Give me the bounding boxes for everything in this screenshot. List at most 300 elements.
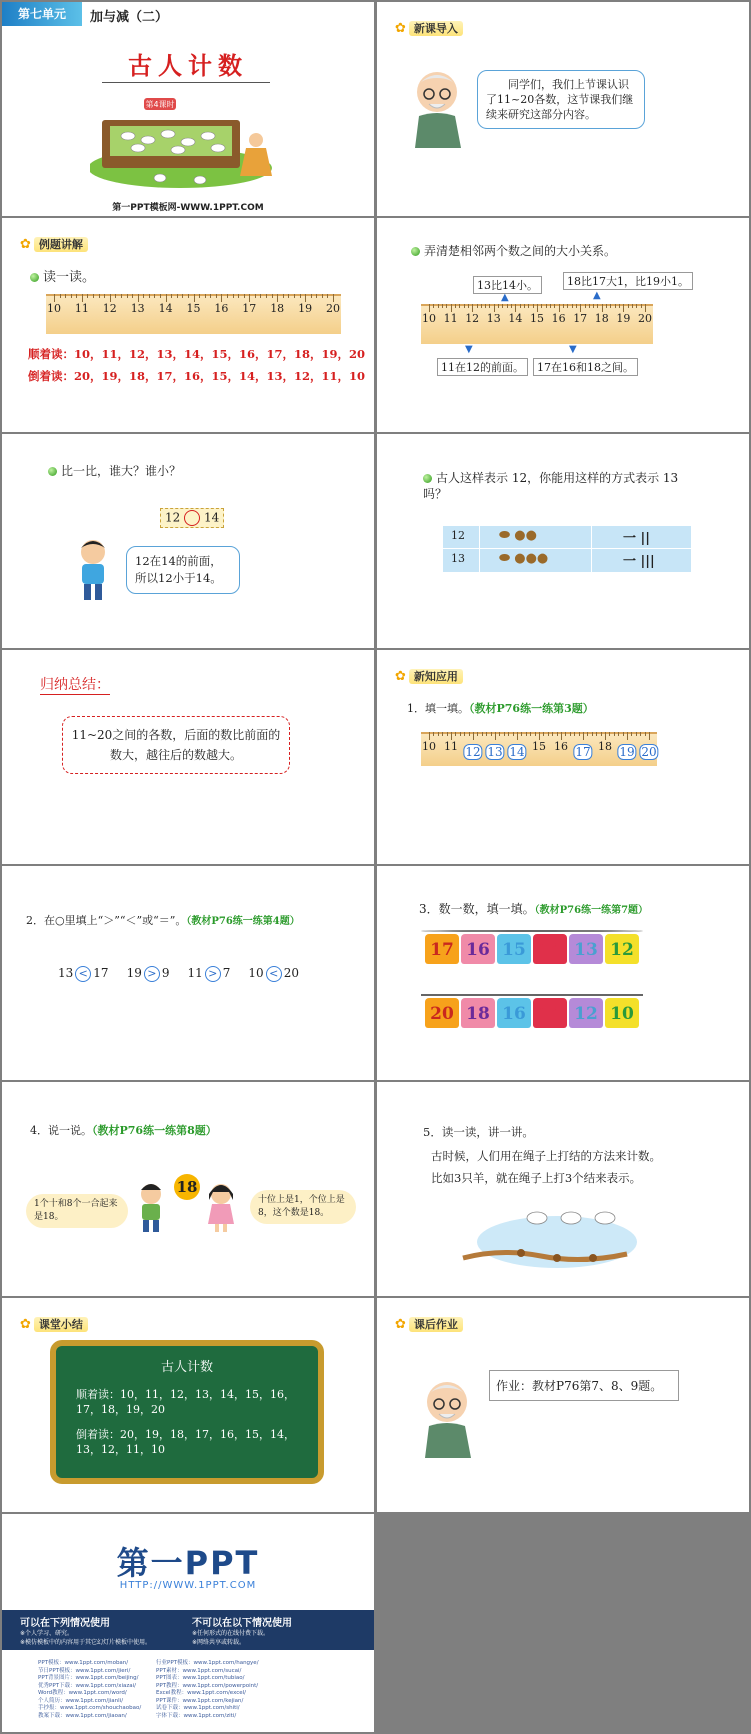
backward-reading: 倒着读：20，19，18，17，16，15，14，13，12，11，10: [28, 369, 366, 383]
ruler-tick: [649, 732, 650, 740]
ruler-minor-tick: [543, 732, 544, 736]
ruler-minor-tick: [477, 732, 478, 736]
clothesline-1: [421, 930, 643, 932]
shirt-number: 20: [425, 998, 459, 1028]
ruler-minor-tick: [87, 294, 88, 298]
comparison-item: 13 < 17: [58, 966, 109, 980]
arrow-up-icon: ▲: [501, 292, 509, 303]
ruler-label: 15: [186, 302, 201, 315]
bullet-icon: [423, 474, 432, 483]
ruler-minor-tick: [154, 294, 155, 298]
ruler-minor-tick: [615, 304, 616, 308]
ruler-minor-tick: [311, 294, 312, 298]
ruler-minor-tick: [524, 304, 525, 308]
link-item[interactable]: 优秀PPT下载：www.1ppt.com/xiazai/: [38, 1682, 137, 1689]
ruler-minor-tick: [481, 304, 482, 308]
ruler-label: 16: [214, 302, 229, 315]
ruler-minor-tick: [587, 732, 588, 736]
cannot-use-title: 不可以在以下情况使用: [192, 1618, 292, 1629]
ruler-label: 20: [638, 312, 652, 325]
ruler-answer: 20: [641, 745, 657, 759]
table-row: 12 ⬬ ●● 一 ||: [443, 526, 691, 549]
ruler-label: 14: [158, 302, 173, 315]
ruler-minor-tick: [645, 732, 646, 736]
ruler-minor-tick: [460, 732, 461, 736]
link-item[interactable]: PPT素材：www.1ppt.com/sucai/: [156, 1667, 242, 1674]
link-item[interactable]: Word教程：www.1ppt.com/word/: [38, 1690, 127, 1696]
ruler-minor-tick: [322, 294, 323, 298]
ruler-tick: [494, 304, 495, 312]
slide-9-practice2: [2, 866, 374, 1080]
ruler-label: 19: [616, 312, 631, 325]
ruler-answer: 19: [619, 745, 635, 759]
ruler-minor-tick: [71, 294, 72, 298]
ruler-tick: [580, 304, 581, 312]
ruler-tick: [495, 732, 496, 740]
ancient-prompt: 古人这样表示 12，你能用这样的方式表示 13 吗？: [423, 471, 679, 501]
section-badge: ✿ 例题讲解: [20, 236, 88, 252]
summary-box: 11~20之间的各数，后面的数比前面的数大，越往后的数越大。: [62, 716, 290, 774]
ruler-label: 16: [551, 312, 566, 325]
ruler-minor-tick: [585, 304, 586, 308]
shirt-number: 12: [569, 998, 603, 1028]
ruler-minor-tick: [469, 732, 470, 736]
shirt-number: 14: [533, 934, 567, 964]
ruler-tick: [472, 304, 473, 312]
ruler-label: 17: [242, 302, 257, 315]
ruler-tick: [429, 732, 430, 740]
ruler-minor-tick: [606, 304, 607, 308]
ruler-minor-tick: [554, 304, 555, 308]
ruler-minor-tick: [199, 294, 200, 298]
ruler-label: 11: [74, 302, 89, 315]
slide-7-summary: [2, 650, 374, 864]
ruler-minor-tick: [623, 732, 624, 736]
ruler-tick: [605, 732, 606, 740]
number-ruler: [46, 294, 341, 334]
section-badge: ✿ 新知应用: [395, 668, 463, 684]
note-11-12: 11在12的前面。: [437, 358, 528, 376]
shirt-number: 10: [605, 998, 639, 1028]
ruler-tick: [451, 304, 452, 312]
arrow-up-icon: ▲: [593, 290, 601, 301]
can-use-line: ※模仿模板中的内容用于其它幻灯片模板中使用。: [20, 1639, 152, 1646]
brand-logo: 第一PPT: [116, 1544, 260, 1582]
shirt-number: 17: [425, 934, 459, 964]
slide-15-credits: [2, 1514, 374, 1732]
ruler-minor-tick: [464, 304, 465, 308]
ruler-minor-tick: [520, 304, 521, 308]
chalkboard-backward: 倒着读：20，19，18，17，16，15，14，13，12，11，10: [76, 1428, 295, 1456]
ruler-minor-tick: [557, 732, 558, 736]
ruler-minor-tick: [132, 294, 133, 298]
ruler-tick: [627, 732, 628, 740]
comparison-answer: >: [205, 966, 221, 982]
homework-box: 作业：教材P76第7、8、9题。: [489, 1370, 679, 1401]
ruler-minor-tick: [272, 294, 273, 298]
ruler-minor-tick: [601, 732, 602, 736]
ruler-minor-tick: [238, 294, 239, 298]
link-item[interactable]: PPT图表：www.1ppt.com/tubiao/: [156, 1675, 245, 1681]
section-badge: ✿ 新课导入: [395, 20, 463, 36]
ruler-tick: [277, 294, 278, 302]
ruler-minor-tick: [631, 732, 632, 736]
lesson-badge: 第4课时: [145, 100, 175, 109]
ruler-tick: [583, 732, 584, 740]
forward-reading: 顺着读：10，11，12，13，14，15，16，17，18，19，20: [28, 347, 366, 361]
slide-8-practice1: [377, 650, 749, 864]
ruler-tick: [539, 732, 540, 740]
ruler-minor-tick: [477, 304, 478, 308]
ruler-minor-tick: [316, 294, 317, 298]
ruler-minor-tick: [442, 304, 443, 308]
ruler-minor-tick: [438, 732, 439, 736]
ruler-label: 18: [594, 312, 609, 325]
shirt-number: 15: [497, 934, 531, 964]
slide-13-recap: [2, 1298, 374, 1512]
usage-panel: [2, 1610, 374, 1650]
chalkboard: [50, 1340, 324, 1484]
question-4: 4．说一说。（教材P76练一练第8题）: [30, 1124, 217, 1137]
ruler-label: 17: [573, 312, 588, 325]
ruler-minor-tick: [177, 294, 178, 298]
ruler-minor-tick: [171, 294, 172, 298]
ruler-minor-tick: [205, 294, 206, 298]
right-cloud-bubble: 十位上是1，个位上是8，这个数是18。: [250, 1190, 356, 1224]
ruler-tick: [537, 304, 538, 312]
stones-icon: ⬬ ●●●: [499, 551, 549, 566]
compare-speech-bubble: 12在14的前面，所以12小于14。: [126, 546, 240, 594]
ruler-label: 13: [130, 302, 145, 315]
comparison-answer: <: [75, 966, 91, 982]
shirt-number: 12: [605, 934, 639, 964]
ruler-minor-tick: [76, 294, 77, 298]
slide-6-ancient: [377, 434, 749, 648]
section-badge: ✿ 课堂小结: [20, 1316, 88, 1332]
ruler-minor-tick: [596, 732, 597, 736]
ruler-minor-tick: [266, 294, 267, 298]
ruler-minor-tick: [530, 732, 531, 736]
ruler-minor-tick: [121, 294, 122, 298]
ruler-minor-tick: [546, 304, 547, 308]
story-line-2: 比如3只羊，就在绳子上打3个结来表示。: [431, 1171, 642, 1185]
question-1: 1．填一填。（教材P76练一练第3题）: [407, 702, 594, 715]
question-3: 3．数一数，填一填。（教材P76练一练第7题）: [419, 902, 649, 916]
ruler-label: 20: [326, 302, 340, 315]
ruler-minor-tick: [502, 304, 503, 308]
slide-11-practice4: [2, 1082, 374, 1296]
ruler-minor-tick: [563, 304, 564, 308]
ruler-label: 12: [102, 302, 117, 315]
shirt-number: 13: [569, 934, 603, 964]
ruler-minor-tick: [455, 732, 456, 736]
ruler-answer: 14: [509, 745, 525, 759]
ruler-minor-tick: [160, 294, 161, 298]
chalkboard-forward: 顺着读：10，11，12，13，14，15，16，17，18，19，20: [76, 1388, 295, 1416]
question-2: 2．在○里填上“＞”“＜”或“＝”。（教材P76练一练第4题）: [26, 914, 300, 927]
comparison-item: 10 < 20: [248, 966, 299, 980]
slide-3-example: [2, 218, 374, 432]
ruler-tick: [82, 294, 83, 302]
ruler-minor-tick: [482, 732, 483, 736]
comparison-answer: <: [266, 966, 282, 982]
ruler-minor-tick: [446, 304, 447, 308]
ruler-minor-tick: [640, 732, 641, 736]
bullet-icon: [30, 273, 39, 282]
clothesline-2: [421, 994, 643, 996]
ruler-minor-tick: [508, 732, 509, 736]
slide-2-intro: [377, 2, 749, 216]
can-use-line: ※个人学习、研究。: [20, 1630, 74, 1637]
ruler-minor-tick: [567, 304, 568, 308]
link-item[interactable]: 试卷下载：www.1ppt.com/shiti/: [156, 1705, 240, 1711]
link-item[interactable]: Excel教程：www.1ppt.com/excel/: [156, 1690, 247, 1696]
ruler-minor-tick: [511, 304, 512, 308]
ruler-minor-tick: [288, 294, 289, 298]
compare-prompt: 比一比，谁大？谁小？: [48, 462, 181, 479]
ruler-minor-tick: [570, 732, 571, 736]
ruler-label: 15: [532, 740, 546, 753]
ruler-minor-tick: [433, 304, 434, 308]
compare-circle-icon: [184, 510, 200, 526]
ruler-minor-tick: [468, 304, 469, 308]
number-ruler: [421, 304, 653, 344]
ruler-minor-tick: [60, 294, 61, 298]
unit-tab: 第七单元: [2, 2, 82, 26]
ruler-label: 11: [444, 740, 458, 753]
bullet-icon: [411, 247, 420, 256]
ruler-minor-tick: [550, 304, 551, 308]
section-badge: ✿ 课后作业: [395, 1316, 463, 1332]
ruler-minor-tick: [442, 732, 443, 736]
read-prompt: 读一读。: [30, 266, 95, 285]
ruler-minor-tick: [548, 732, 549, 736]
ruler-minor-tick: [610, 304, 611, 308]
arrow-down-icon: ▼: [569, 344, 577, 355]
right-number: 14: [203, 510, 220, 525]
ruler-tick: [623, 304, 624, 312]
slide-12-practice5: [377, 1082, 749, 1296]
ruler-minor-tick: [283, 294, 284, 298]
bullet-icon: [48, 467, 57, 476]
link-item[interactable]: PPT课件：www.1ppt.com/kejian/: [156, 1697, 244, 1704]
ruler-minor-tick: [498, 304, 499, 308]
ruler-answer: 12: [465, 745, 481, 759]
cannot-use-line: ※任何形式的在线付费下载。: [192, 1630, 270, 1637]
number-badge: 18: [174, 1174, 200, 1200]
ruler-minor-tick: [143, 294, 144, 298]
ruler-answer: 17: [575, 745, 591, 759]
ruler-minor-tick: [504, 732, 505, 736]
ruler-label: 10: [47, 302, 61, 315]
ruler-minor-tick: [182, 294, 183, 298]
ruler-tick: [221, 294, 222, 302]
shirt-number: 14: [533, 998, 567, 1028]
cannot-use-line: ※网络共享或转载。: [192, 1639, 246, 1646]
link-item[interactable]: 节日PPT模板：www.1ppt.com/jieri/: [38, 1667, 131, 1674]
link-item[interactable]: 个人简历：www.1ppt.com/jianli/: [38, 1697, 124, 1704]
left-cloud-bubble: 1个十和8个一合起来是18。: [26, 1194, 128, 1228]
comparison-item: 11 > 7: [187, 966, 231, 980]
ruler-label: 18: [598, 740, 612, 753]
ruler-tick: [561, 732, 562, 740]
slide-14-homework: [377, 1298, 749, 1512]
ruler-tick: [138, 294, 139, 302]
ruler-minor-tick: [459, 304, 460, 308]
title-underline: [102, 82, 270, 83]
ruler-minor-tick: [464, 732, 465, 736]
ruler-minor-tick: [641, 304, 642, 308]
ruler-minor-tick: [491, 732, 492, 736]
cover-footer: 第一PPT模板网-WWW.1PPT.COM: [112, 203, 264, 213]
shirt-number: 16: [461, 934, 495, 964]
ruler-minor-tick: [609, 732, 610, 736]
shirt-number: 18: [461, 998, 495, 1028]
lesson-title: 古人计数: [128, 51, 248, 80]
ruler-tick: [110, 294, 111, 302]
table-row: 13 ⬬ ●●● 一 |||: [451, 551, 655, 569]
ruler-tick: [515, 304, 516, 312]
ruler-minor-tick: [438, 304, 439, 308]
ruler-minor-tick: [636, 304, 637, 308]
comparison-item: 19 > 9: [126, 966, 170, 980]
ruler-minor-tick: [93, 294, 94, 298]
ruler-minor-tick: [513, 732, 514, 736]
ruler-tick: [645, 304, 646, 312]
link-item[interactable]: PPT模板：www.1ppt.com/moban/: [38, 1660, 129, 1666]
comparison-answer: >: [144, 966, 160, 982]
number-ruler-fill: [421, 732, 657, 766]
ancient-table: [443, 526, 691, 572]
ruler-label: 12: [465, 312, 480, 325]
ruler-tick: [602, 304, 603, 312]
ruler-label: 16: [554, 740, 568, 753]
ruler-minor-tick: [127, 294, 128, 298]
link-item[interactable]: 字体下载：www.1ppt.com/ziti/: [156, 1712, 237, 1719]
grandpa-icon: [407, 68, 469, 148]
ruler-minor-tick: [541, 304, 542, 308]
shirt-number: 16: [497, 998, 531, 1028]
ruler-answer: 13: [487, 745, 503, 759]
ruler-label: 14: [508, 312, 523, 325]
link-item[interactable]: 教案下载：www.1ppt.com/jiaoan/: [38, 1712, 127, 1719]
ruler-minor-tick: [255, 294, 256, 298]
note-17: 17在16和18之间。: [533, 358, 638, 376]
ruler-tick: [451, 732, 452, 740]
ruler-minor-tick: [433, 732, 434, 736]
ruler-label: 15: [530, 312, 544, 325]
ruler-minor-tick: [572, 304, 573, 308]
ruler-tick: [166, 294, 167, 302]
ruler-minor-tick: [447, 732, 448, 736]
note-18: 18比17大1，比19小1。: [563, 272, 693, 290]
ruler-minor-tick: [104, 294, 105, 298]
ruler-minor-tick: [227, 294, 228, 298]
ruler-minor-tick: [592, 732, 593, 736]
ruler-tick: [559, 304, 560, 312]
ruler-minor-tick: [300, 294, 301, 298]
ruler-tick: [473, 732, 474, 740]
slide-5-compare: [2, 434, 374, 648]
link-item[interactable]: PPT教程：www.1ppt.com/powerpoint/: [156, 1682, 259, 1689]
intro-speech-bubble: 同学们，我们上节课认识了11~20各数，这节课我们继续来研究这部分内容。: [477, 70, 645, 129]
ruler-minor-tick: [188, 294, 189, 298]
link-item[interactable]: 行业PPT模板：www.1ppt.com/hangye/: [156, 1660, 259, 1666]
ruler-minor-tick: [533, 304, 534, 308]
ruler-minor-tick: [294, 294, 295, 298]
ruler-minor-tick: [636, 732, 637, 736]
unit-title: 加与减（二）: [90, 10, 169, 25]
ruler-minor-tick: [521, 732, 522, 736]
ruler-minor-tick: [619, 304, 620, 308]
ruler-minor-tick: [593, 304, 594, 308]
ruler-minor-tick: [99, 294, 100, 298]
link-item[interactable]: PPT背景图片：www.1ppt.com/beijing/: [38, 1675, 139, 1681]
ruler-minor-tick: [65, 294, 66, 298]
sheep-pen-illustration: [90, 98, 286, 190]
ruler-minor-tick: [628, 304, 629, 308]
ruler-label: 11: [443, 312, 458, 325]
girl-icon: [204, 1182, 238, 1232]
ruler-minor-tick: [210, 294, 211, 298]
ruler-label: 19: [298, 302, 313, 315]
ruler-minor-tick: [327, 294, 328, 298]
ruler-minor-tick: [576, 304, 577, 308]
question-5: 5．读一读，讲一讲。: [423, 1125, 534, 1139]
boy-icon: [72, 538, 114, 604]
ruler-minor-tick: [618, 732, 619, 736]
ruler-minor-tick: [115, 294, 116, 298]
ruler-minor-tick: [260, 294, 261, 298]
note-13-14: 13比14小。: [473, 276, 542, 294]
summary-heading: 归纳总结：: [40, 674, 110, 695]
ruler-tick: [305, 294, 306, 302]
relation-prompt: 弄清楚相邻两个数之间的大小关系。: [411, 242, 616, 259]
ruler-minor-tick: [216, 294, 217, 298]
can-use-title: 可以在下列情况使用: [20, 1618, 110, 1629]
ruler-tick: [517, 732, 518, 740]
ruler-label: 10: [422, 740, 436, 753]
rope-knots-illustration: [461, 1194, 637, 1280]
grandpa-icon: [417, 1378, 479, 1458]
brand-url[interactable]: HTTP://WWW.1PPT.COM: [119, 1580, 257, 1591]
slide-10-practice3: [377, 866, 749, 1080]
ruler-label: 13: [486, 312, 501, 325]
ruler-minor-tick: [565, 732, 566, 736]
ruler-minor-tick: [579, 732, 580, 736]
chalkboard-title: 古人计数: [160, 1360, 213, 1375]
ruler-tick: [54, 294, 55, 302]
boy-icon: [134, 1182, 168, 1232]
slide-4-relations: [377, 218, 749, 432]
ruler-minor-tick: [149, 294, 150, 298]
link-item[interactable]: 手抄报：www.1ppt.com/shouchaobao/: [38, 1705, 142, 1711]
ruler-minor-tick: [535, 732, 536, 736]
left-number: 12: [165, 510, 181, 525]
ruler-label: 18: [270, 302, 285, 315]
ruler-tick: [429, 304, 430, 312]
ruler-minor-tick: [528, 304, 529, 308]
ruler-label: 10: [422, 312, 436, 325]
ruler-minor-tick: [552, 732, 553, 736]
ruler-minor-tick: [632, 304, 633, 308]
ruler-minor-tick: [589, 304, 590, 308]
compare-box: [160, 508, 224, 528]
ruler-minor-tick: [597, 304, 598, 308]
ruler-tick: [249, 294, 250, 302]
slide-1-cover: [2, 2, 374, 216]
ruler-minor-tick: [455, 304, 456, 308]
